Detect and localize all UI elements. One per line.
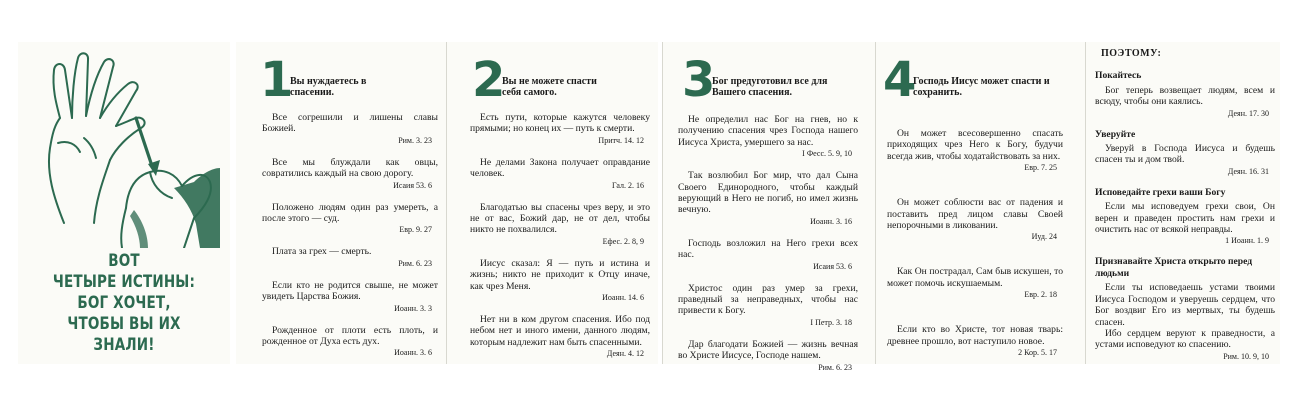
verse [678, 283, 858, 328]
verse [262, 202, 438, 236]
verse-text: Есть пути, которые кажутся человеку прямыми; но конец их — путь к смерти. [470, 112, 650, 135]
fold-line [446, 42, 447, 364]
verse-ref: Деян. 4. 12 [606, 349, 644, 359]
verse [470, 157, 650, 191]
verse-ref: Рим. 6. 23 [398, 258, 432, 268]
verse [470, 314, 650, 359]
item-heading: Исповедайте грехи ваши Богу [1095, 186, 1226, 198]
point-number: 4 [883, 52, 917, 108]
verse-ref: 2 Кор. 5. 17 [1018, 348, 1057, 358]
verse-ref: Евр. 9. 27 [399, 225, 432, 235]
item-text: Если мы исповедуем грехи свои, Он верен и праведен простить нам грехи и очистить нас от всякой неправды. [1095, 201, 1275, 236]
cover-title [37, 250, 211, 355]
item-ref: 1 Иоанн. 1. 9 [1225, 236, 1269, 246]
verse-ref: Исаия 53. 6 [393, 180, 432, 190]
verse-text: Благодатью вы спасены чрез веру, и это не от вас, Божий дар, не от дел, чтобы никто не похвалился. [470, 201, 650, 236]
item-ref: Деян. 16. 31 [1227, 166, 1269, 176]
therefore-title: ПОЭТОМУ: [1101, 48, 1162, 59]
verse [262, 112, 438, 146]
verse-text: Все мы блуждали как овцы, совратились каждый на свою дорогу. [262, 156, 438, 180]
verse-list [678, 114, 858, 384]
point-number: 2 [472, 52, 506, 108]
verse [470, 112, 650, 146]
item-heading: Уверуйте [1095, 128, 1136, 140]
verse-ref: I Петр. 3. 18 [810, 317, 852, 327]
verse-ref: Иоанн. 3. 6 [394, 348, 432, 358]
verse-ref: Иоанн. 3. 16 [810, 216, 852, 226]
therefore-item [1095, 129, 1275, 177]
verse-text: Иисус сказал: Я — путь и истина и жизнь; никто не приходит к Отцу иначе, как чрез Меня. [470, 257, 650, 292]
verse-ref: Иоанн. 3. 3 [394, 303, 432, 313]
therefore-list [1095, 48, 1275, 372]
point-title: Вы нуждаетесь в спасении. [290, 76, 367, 98]
verse-text: Все согрешили и лишены славы Божией. [262, 112, 438, 135]
verse [262, 246, 438, 268]
verse-text: Не делами Закона получает оправдание человек. [470, 156, 650, 180]
verse-list [887, 128, 1063, 369]
verse [678, 170, 858, 227]
verse [678, 238, 858, 272]
point-title: Бог предуготовил все для Вашего спасения. [712, 76, 828, 98]
verse-text: Господь возложил на Него грехи всех нас. [678, 237, 858, 261]
verse-list [262, 112, 438, 369]
verse-text: Нет ни в ком другом спасения. Ибо под небом нет и иного имени, данного людям, которым надлежит нам быть спасенными. [470, 314, 650, 348]
verse-text: Он может всесовершенно спасать приходящих чрез Него к Богу, будучи всегда жив, чтобы ходатайствовать за них. [887, 128, 1063, 162]
verse-ref: Гал. 2. 16 [611, 180, 644, 190]
item-ref: Рим. 10. 9, 10 [1223, 351, 1269, 361]
verse [470, 258, 650, 303]
point-header [883, 52, 1053, 108]
verse [262, 280, 438, 314]
verse [678, 114, 858, 159]
verse [887, 197, 1063, 242]
point-panel-3 [662, 42, 875, 372]
item-text: Бог теперь возвещает людям, всем и всюду, чтобы они каялись. [1095, 84, 1275, 108]
point-number: 1 [260, 52, 294, 108]
point-header [472, 52, 602, 108]
point-title: Вы не можете спасти себя самого. [502, 76, 597, 98]
hand-with-nail-illustration [24, 48, 224, 248]
cover-panel [18, 42, 230, 364]
verse-text: Если кто не родится свыше, не может увидеть Царства Божия. [262, 279, 438, 303]
verse-text: Не определил нас Бог на гнев, но к получению спасения чрез Господа нашего Иисуса Христа, умершего за нас. [678, 114, 858, 148]
verse [887, 324, 1063, 358]
item-text-continued: Ибо сердцем веруют к праведности, а устами исповедуют ко спасению. [1095, 327, 1275, 351]
verse-text: Если кто во Христе, тот новая тварь: древнее прошло, вот наступило новое. [887, 324, 1063, 347]
point-number: 3 [682, 52, 716, 108]
point-header [260, 52, 380, 108]
verse-text: Рожденное от плоти есть плоть, и рожденное от Духа есть дух. [262, 324, 438, 348]
verse [887, 266, 1063, 300]
verse-ref: Ефес. 2. 8, 9 [602, 236, 644, 246]
point-title: Господь Иисус может спасти и сохранить. [913, 76, 1050, 98]
verse-ref: Рим. 6. 23 [818, 362, 852, 372]
fold-line [875, 42, 876, 364]
fold-line [1085, 42, 1086, 364]
item-heading: Признавайте Христа открыто перед людьми [1095, 256, 1253, 279]
verse [678, 339, 858, 373]
verse-ref: Иоанн. 14. 6 [602, 293, 644, 303]
therefore-item [1095, 256, 1275, 361]
point-panel-4 [875, 42, 1085, 364]
verse [470, 202, 650, 247]
therefore-item [1095, 70, 1275, 118]
verse-text: Христос один раз умер за грехи, праведный за неправедных, чтобы нас привести к Богу. [678, 282, 858, 317]
verse-text: Так возлюбил Бог мир, что дал Сына Своего Единородного, чтобы каждый верующий в Него не погиб, но имел жизнь вечную. [678, 170, 858, 216]
verse [262, 157, 438, 191]
cover-line: БОГ ХОЧЕТ, [77, 293, 171, 312]
verse-ref: Евр. 7. 25 [1024, 163, 1057, 173]
item-ref: Деян. 17. 30 [1227, 108, 1269, 118]
verse-text: Как Он пострадал, Сам быв искушен, то может помочь искушаемым. [887, 266, 1063, 289]
verse [262, 325, 438, 359]
verse-ref: Евр. 2. 18 [1024, 290, 1057, 300]
verse-ref: Притч. 14. 12 [598, 135, 644, 145]
verse-ref: Исаия 53. 6 [813, 261, 852, 271]
cover-line: ЧЕТЫРЕ ИСТИНЫ: [52, 272, 196, 291]
verse-ref: Рим. 3. 23 [398, 135, 432, 145]
item-text: Уверуй в Господа Иисуса и будешь спасен ты и дом твой. [1095, 143, 1275, 166]
point-header [682, 52, 842, 108]
fold-line [662, 42, 663, 364]
item-heading: Покайтесь [1095, 70, 1142, 82]
verse-text: Положено людям один раз умереть, а после этого — суд. [262, 201, 438, 225]
verse-list [470, 112, 650, 370]
verse [887, 128, 1063, 173]
therefore-panel [1085, 42, 1280, 364]
verse-text: Он может соблюсти вас от падения и поставить пред лицом славы Своей непорочными в ликовании. [887, 197, 1063, 232]
cover-line: ВОТ [108, 251, 140, 270]
item-text: Если ты исповедаешь устами твоими Иисуса Господом и уверуешь сердцем, что Бог воздвиг Его из мертвых, ты будешь спасен. [1095, 282, 1275, 328]
therefore-item [1095, 187, 1275, 247]
verse-ref: Иуд. 24 [1031, 232, 1057, 242]
point-panel-2 [446, 42, 658, 364]
verse-ref: I Фесс. 5. 9, 10 [802, 149, 852, 159]
verse-text: Плата за грех — смерть. [272, 246, 372, 258]
point-panel-1 [236, 42, 446, 364]
cover-line: ЧТОБЫ ВЫ ИХ ЗНАЛИ! [67, 314, 181, 354]
verse-text: Дар благодати Божией — жизнь вечная во Христе Иисусе, Господе нашем. [678, 338, 858, 362]
